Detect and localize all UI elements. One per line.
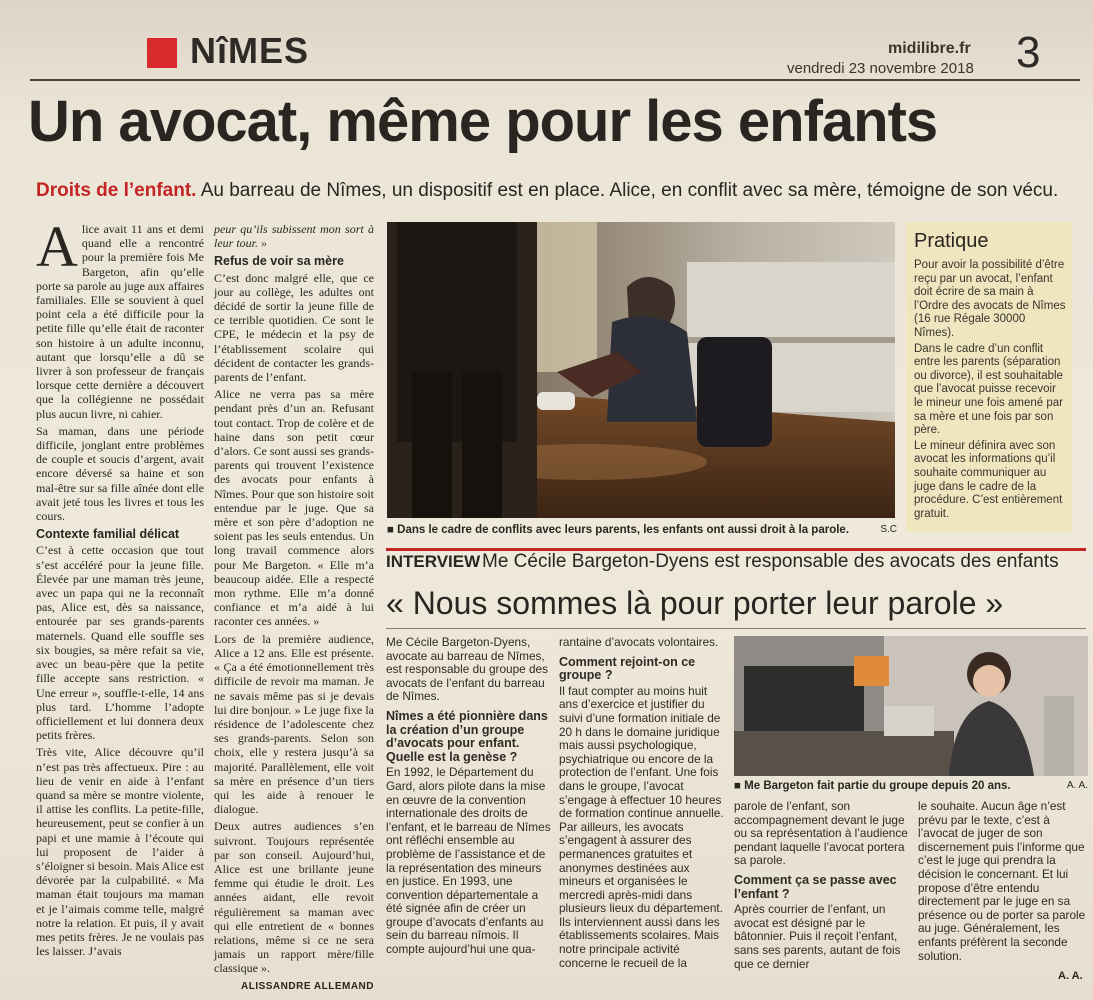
article-paragraph: lice avait 11 ans et demi quand elle a rencontré pour la première fois Me Bargeton, afin qu’elle porte sa parole au juge aux affaires familiales. Elle se souvient à quel point cela a été difficile pour la petite fille qu’elle était de raconter son histoire à un adulte inconnu, autant que lorsqu’elle a dû se livrer à son professeur de français lorsque cette dernière a découvert que la collégienne ne possédait plus aucun livre, ni cahier. xyxy=(36,222,204,421)
page-number: 3 xyxy=(1016,28,1041,77)
section-name: NîMES xyxy=(190,30,310,71)
pratique-paragraph: Dans le cadre d’un conflit entre les parents (séparation ou divorce), il est souhaitable que l’avocat puisse recevoir le mineur une fois amené par sa mère et une fois par son père. xyxy=(914,342,1063,437)
interview-column-3 xyxy=(734,800,910,974)
interview-answer: En 1992, le Département du Gard, alors pilote dans la mise en œuvre de la convention internationale des droits de l’enfant, et le barreau de Nîmes ont réfléchi ensemble au problème de l’assistance et de la représentation des mineurs en justice. En 1993, une convention départementale a été signée afin de créer un groupe d’avocats d’enfants au sein du barreau nîmois. Il compte aujourd’hui une qua- xyxy=(386,765,551,957)
interview-quote-title: « Nous sommes là pour porter leur parole » xyxy=(386,585,1004,621)
interview-answer: parole de l’enfant, son accompagnement devant le juge ou sa représentation à l’audience pendant laquelle l’avocat portera sa parole. xyxy=(734,799,908,868)
site-name: midilibre.fr xyxy=(888,40,971,57)
header-rule xyxy=(30,79,1080,81)
interview-answer: Après courrier de l’enfant, un avocat est désigné par le bâtonnier. Puis il reçoit l’enfant, sans ses parents, autant de fois que ce dernier xyxy=(734,902,901,971)
photo-credit: S.C xyxy=(880,524,897,535)
pratique-box xyxy=(906,222,1072,532)
interview-column-4 xyxy=(918,800,1086,966)
interview-answer: Il faut compter au moins huit ans d’exercice et justifier du suivi d’une formation initiale de 20 h dans le domaine juridique mais aussi psychologique, psychiatrique ou encore de la protection de l’enfant. Une fois dans le groupe, l’avocat s’engage à effectuer 10 heures de formation continue annuelle. Par ailleurs, les avocats s’engagent à assurer des permanences gratuites et anonymes destinées aux mineurs et organisées le mercredi après-midi dans plusieurs lieux du département. Ils interviennent aussi dans les établissements scolaires. Mais notre principale activité concerne le recueil de la xyxy=(559,683,724,970)
portrait-caption: ■ Me Bargeton fait partie du groupe depuis 20 ans. A. A. xyxy=(734,780,1088,792)
pratique-paragraph: Pour avoir la possibilité d’être reçu par un avocat, l’enfant doit écrire de sa main à l’Ordre des avocats de Nîmes (16 rue Régale 30000 Nîmes). xyxy=(914,259,1066,339)
article-paragraph: Sa maman, dans une période difficile, jonglant entre problèmes de couple et soucis d’argent, avait encore déversé sa haine et son mal-être sur sa fille aînée dont elle avait jeté tous les livres et tous les cours. xyxy=(36,423,204,524)
interview-divider xyxy=(386,628,1086,629)
issue-date: vendredi 23 novembre 2018 xyxy=(787,60,974,77)
headline: Un avocat, même pour les enfants xyxy=(28,89,938,154)
article-paragraph: C’est à cette occasion que tout s’est accéléré pour la jeune fille. Élevée par une maman très jeune, avec un papa qui ne la reconnaît pas, Alice est, dès sa naissance, entourée par ses grands-parents maternels. Quand elle souffle ses six bougies, sa mère refait sa vie, avec un beau-père que la petite fille accepte sans restriction. « Une erreur », souffle-t-elle, 14 ans plus tard. L’homme l’adopte officiellement et lui donnera deux petits frères. xyxy=(36,543,204,743)
article-column-1 xyxy=(36,214,204,961)
interview-answer: le souhaite. Aucun âge n’est prévu par le texte, c’est à l’avocat de juger de son discernement puis l’informe que c’est le juge qui prendra la décision le concernant. Et lui propose d’être entendu directement par le juge en sa présence ou de porter sa parole au juge. Généralement, les enfants préfèrent la seconde solution. xyxy=(918,799,1086,963)
article-paragraph: Deux autres audiences s’en suivront. Toujours représentée par son conseil. Aujourd’hui, Alice est une brillante jeune femme qui étudie le droit. Les années aidant, elle revoit régulièrement sa maman avec qui elle entretient de « bonnes relations, même si ce ne sera jamais un rapport mère/fille classique ». xyxy=(214,819,374,976)
photo-caption-text: Dans le cadre de conflits avec leurs parents, les enfants ont aussi droit à la parole. xyxy=(397,524,850,536)
portrait-photo xyxy=(734,636,1088,776)
deck-text: Au barreau de Nîmes, un dispositif est en place. Alice, en conflit avec sa mère, témoigne de son vécu. xyxy=(196,180,1059,201)
portrait-credit: A. A. xyxy=(1066,780,1088,791)
pratique-paragraph: Le mineur définira avec son avocat les informations qu’il souhaite communiquer au juge dans le cadre de la procédure. C’est entièrement gratuit. xyxy=(914,439,1063,520)
article-paragraph: Lors de la première audience, Alice a 12 ans. Elle est présente. « Ça a été émotionnellement très difficile de revoir ma maman. Je ne savais même pas si je devais lui dire bonjour. » Le juge fixe la résidence de l’adolescente chez ses grands-parents. Selon son choix, elle y restera jusqu’à sa majorité. Parallèlement, elle voit sa mère en présence d’un tiers qui les aide à renouer le dialogue. xyxy=(214,631,374,817)
article-subhead: Contexte familial délicat xyxy=(36,527,180,542)
article-column-2 xyxy=(214,222,374,994)
interview-question: Comment ça se passe avec l’enfant ? xyxy=(734,872,897,901)
byline: ALISSANDRE ALLEMAND xyxy=(240,980,374,992)
interview-subtitle: Me Cécile Bargeton-Dyens est responsable des avocats des enfants xyxy=(482,551,1059,572)
section-marker xyxy=(147,38,177,68)
deck xyxy=(36,180,1093,202)
drop-cap: A xyxy=(36,214,78,279)
pratique-title: Pratique xyxy=(914,230,989,252)
lawyer-portrait-image xyxy=(734,636,1088,776)
portrait-caption-text: Me Bargeton fait partie du groupe depuis 20 ans. xyxy=(744,780,1011,792)
article-paragraph: peur qu’ils subissent mon sort à leur tour. » xyxy=(214,222,374,251)
deck-lead: Droits de l’enfant. xyxy=(36,180,197,201)
interview-byline: A. A. xyxy=(1058,970,1083,982)
interview-column-1 xyxy=(386,636,554,960)
article-paragraph: Alice ne verra pas sa mère pendant près d’un an. Refusant tout contact. Trop de colère et de haine dans son petit cœur d’alors. Ce sont aussi ses grands-parents qui trouvent l’existence des avocats pour enfants à Nîmes. Pour que son histoire soit entendue par le juge. Que sa mère et son père d’adoption ne soient pas les seuls entendus. Un long travail commence alors pour Me Bargeton. « Elle m’a beaucoup aidée. Elle a respecté mon rythme. Elle m’a donné confiance et m’a aidé à lui raconter ces années. » xyxy=(214,387,374,629)
photo-caption: ■ Dans le cadre de conflits avec leurs parents, les enfants ont aussi droit à la parole. S.C xyxy=(387,524,897,536)
interview-question: Nîmes a été pionnière dans la création d’un groupe d’avocats pour enfant. Quelle est la genèse ? xyxy=(386,708,548,764)
interview-question: Comment rejoint-on ce groupe ? xyxy=(559,654,696,683)
article-paragraph: C’est donc malgré elle, que ce jour au collège, les adultes ont décidé de sortir la jeune fille de ce terrible quotidien. Ce sont le CPE, le médecin et la psy de l’établissement scolaire qui décident de contacter les grands-parents de l’enfant. xyxy=(214,270,374,385)
interview-intro: Me Cécile Bargeton-Dyens, avocate au barreau de Nîmes, est responsable du groupe des avocats de l’enfant du barreau de Nîmes. xyxy=(386,635,548,704)
article-subhead: Refus de voir sa mère xyxy=(214,254,344,269)
main-photo xyxy=(387,222,895,518)
corridor-scene-image xyxy=(387,222,895,518)
interview-answer: rantaine d’avocats volontaires. xyxy=(559,635,719,649)
article-paragraph: Très vite, Alice découvre qu’il n’est pas très affectueux. Pire : au lieu de venir en aide à l’enfant quand sa mère se montre violente, il attise les conflits. La petite-fille, heureusement, peut se confier à un papi et une mamie à l’écoute qui lui proposent de l’aider à s’éloigner si besoin. Mais Alice est dévorée par la culpabilité. « Ma maman était toujours ma maman et je l’aimais comme telle, malgré notre la relation. Et puis, il y avait mes petits frères. Je ne voulais pas les laisser. J’avais xyxy=(36,745,204,959)
interview-column-2 xyxy=(559,636,725,973)
interview-tag: INTERVIEW xyxy=(386,552,481,571)
